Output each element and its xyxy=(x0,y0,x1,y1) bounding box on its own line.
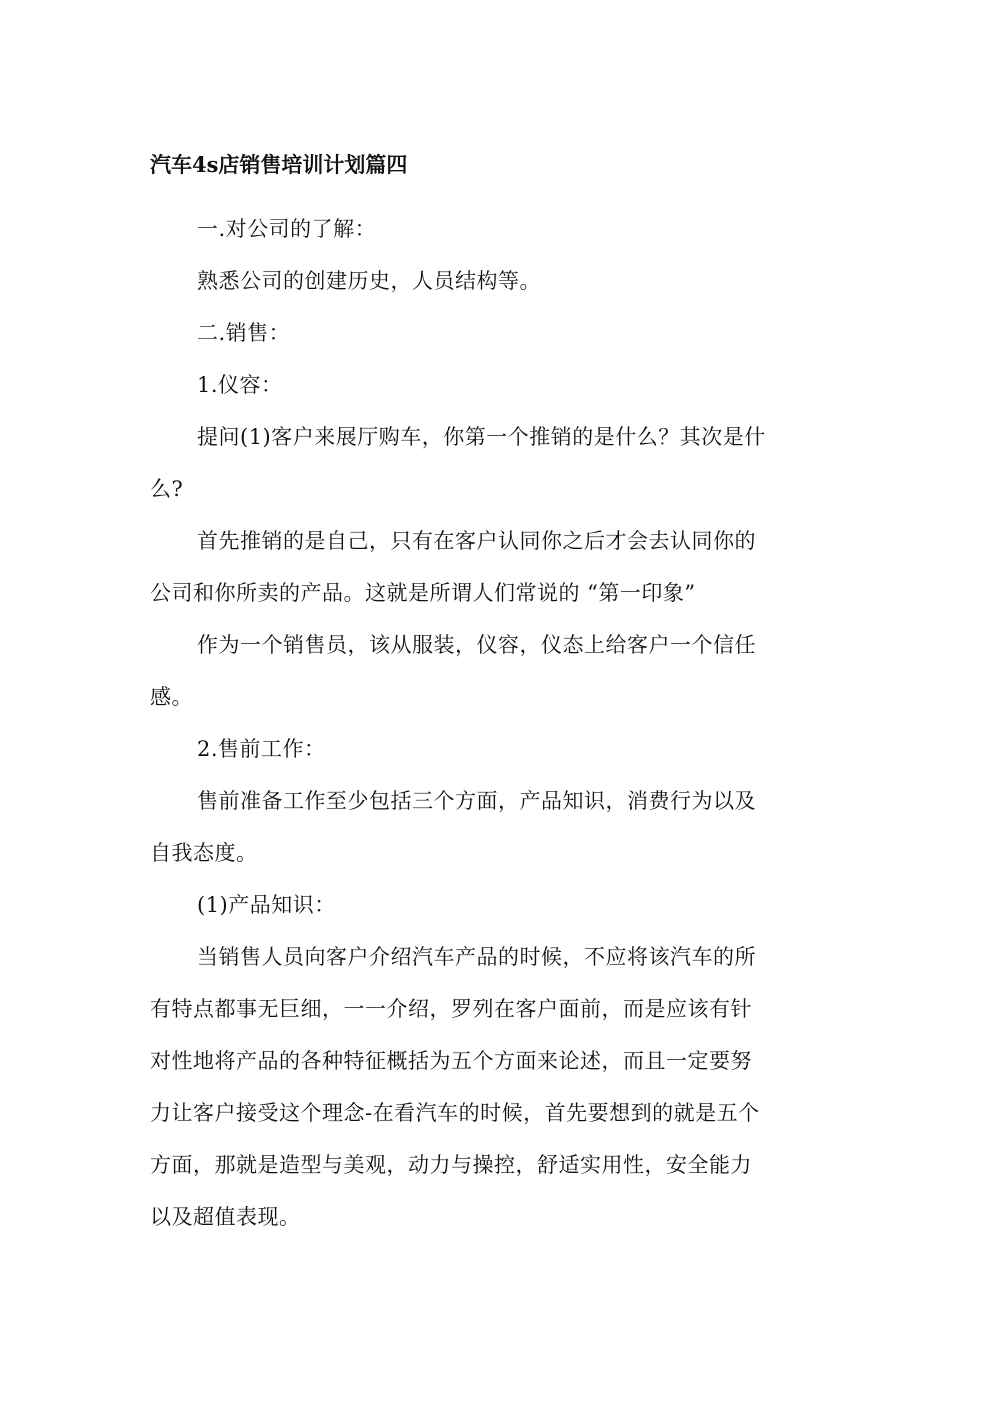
paragraph-line: 公司和你所卖的产品。这就是所谓人们常说的 “第一印象” xyxy=(150,581,696,605)
paragraph-line: 当销售人员向客户介绍汽车产品的时候，不应将该汽车的所 xyxy=(197,945,756,969)
paragraph-line: 首先推销的是自己，只有在客户认同你之后才会去认同你的 xyxy=(197,529,756,553)
paragraph-line: 自我态度。 xyxy=(150,841,258,865)
subsection-heading-product-knowledge: (1)产品知识： xyxy=(197,893,336,917)
section-heading-sales: 二.销售： xyxy=(197,321,291,345)
paragraph-line: 以及超值表现。 xyxy=(150,1205,301,1229)
paragraph-line: 有特点都事无巨细，一一介绍，罗列在客户面前，而是应该有针 xyxy=(150,997,752,1021)
paragraph-line: 对性地将产品的各种特征概括为五个方面来论述，而且一定要努 xyxy=(150,1049,752,1073)
subsection-heading-presales: 2.售前工作： xyxy=(197,737,326,761)
paragraph-line: 感。 xyxy=(150,685,193,709)
paragraph-line: 提问(1)客户来展厅购车，你第一个推销的是什么？其次是什 xyxy=(197,425,766,449)
paragraph-line: 方面，那就是造型与美观，动力与操控，舒适实用性，安全能力 xyxy=(150,1153,752,1177)
paragraph-line: 么? xyxy=(150,477,184,501)
document-title: 汽车4s店销售培训计划篇四 xyxy=(150,152,408,177)
subsection-heading-appearance: 1.仪容： xyxy=(197,373,283,397)
paragraph-line: 熟悉公司的创建历史，人员结构等。 xyxy=(197,269,541,293)
paragraph-line: 力让客户接受这个理念-在看汽车的时候，首先要想到的就是五个 xyxy=(150,1101,760,1125)
section-heading-company: 一.对公司的了解： xyxy=(197,217,377,241)
paragraph-line: 作为一个销售员，该从服装，仪容，仪态上给客户一个信任 xyxy=(197,633,756,657)
paragraph-line: 售前准备工作至少包括三个方面，产品知识，消费行为以及 xyxy=(197,789,756,813)
